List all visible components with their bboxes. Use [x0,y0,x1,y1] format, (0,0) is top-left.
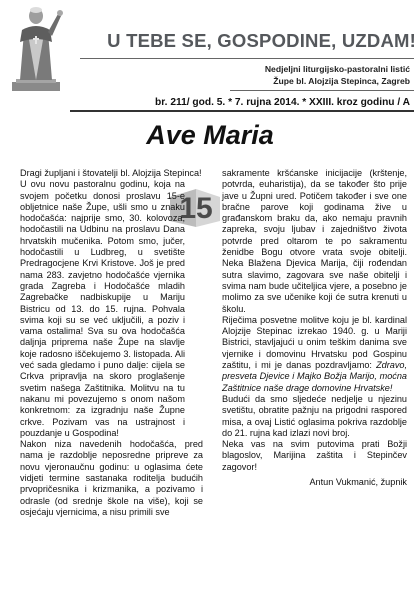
body-paragraph: U ovu novu pastoralnu godinu, koja na svojem početku donosi proslavu 15-e obljetnice naše Župe, ušli smo u znaku hodočašća: najprije smo, 30. kolovoza, hodočastili na Udbinu na proslavu Dana hrvatskih mučenika. Potom smo, jučer, hodočastili u Ludbreg, u svetište Predragocjene Krvi Kristove. Još je pred nama 283. zavjetno hodočašće vjernika grada Zagreba i Hodočašće mladih Zagrebačke nadbiskupije u Mariju Bistricu od 13. do 15. rujna. Pohvala svima koji su se već uključili, a poziv i vama ostalima! Sva su ova hodočašća daljnja priprema naše Župe na slavlje koje radosno iščekujemo 3. listopada. Ali već sada gledamo i puno dalje: cijela se Crkva pripravlja na skoro proglašenje svetim našega Zaštitnika. Molitvu na tu nakanu mi povezujemo s onom našom konkretnom: za izgradnju naše Župne crkve. Pozivam vas na ustrajnost i pouzdanje u Gospodina! [20,179,185,438]
prayer-intro: Riječima posvetne molitve koju je bl. kardinal Alojzije Stepinac izrekao 1940. g. u Mariji Bistrici, stavljajući u onim teškim danima sve vjernike i domovinu Hrvatsku pod Gospinu zaštitu, i mi je danas pozdravljamo: [222,314,407,371]
badge-number: 15 [179,192,213,225]
body-paragraph [222,315,407,394]
subtitle-divider [230,90,414,91]
subtitle-line-1: Nedjeljni liturgijsko-pastoralni listić [264,64,410,74]
body-paragraph: Budući da smo sljedeće nedjelje u njezinu svetištu, obratite pažnju na prigodni raspored misa, a ovaj Listić oglasima pokriva razdoblje do 21. rujna kad izlazi novi broj. [222,393,407,438]
newsletter-masthead: U TEBE SE, GOSPODINE, UZDAM! [107,30,416,51]
author-signature: Antun Vukmanić, župnik [309,477,407,488]
subtitle-line-2: Župe bl. Alojzija Stepinca, Zagreb [273,76,410,86]
issue-info: br. 211/ god. 5. * 7. rujna 2014. * XXIII. kroz godinu / A [155,97,410,108]
masthead-divider [80,58,414,59]
newsletter-subtitle [265,63,410,87]
pope-statue-image [6,2,68,92]
article-title: Ave Maria [146,120,274,150]
greeting-paragraph: Dragi župljani i štovatelji bl. Alojzija Stepinca! [20,168,202,178]
article-column-left [20,168,203,518]
issue-divider [70,110,414,112]
closing-paragraph: Neka vas na svim putovima prati Božji blagoslov, Marijina zaštita i Stepinčev zagovor! [222,439,407,472]
body-paragraph: Nakon niza navedenih hodočašća, pred nama je razdoblje neposredne pripreve za novu vjeronaučnu godinu: u oglasima ćete vidjeti termine sastanaka roditelja budućih prvopričesnika i krizmanika, a pozivamo i odrasle (od srednje škole na više), koji se osjećaju vjernicima, a nisu primili sve [20,439,203,517]
body-paragraph: sakramente kršćanske inicijacije (krštenje, potvrda, euharistija), da se također što prije jave u Župni ured. Potičem također i sve one bračne parove koji godinama žive u građanskom braku da, ako nemaju pravnih zapreka, svoju ljubav i zajedništvo života potvrde pred oltarom te po sakramentu ženidbe Bogu otvore vrata svoje obitelji. Neka Blažena Djevica Marija, čiji rođendan sutra slavimo, zagovara sve naše obitelji i svima nam bude učiteljica vjere, a posebno je molimo za sve učenike koji će sutra krenuti u školu. [222,168,407,314]
prayer-quote: Zdravo, presveta Djevice i Majko Božja Marijo, moćna Zaštitnice naše drage domovine Hrvatske! [222,360,407,393]
article-column-right [222,168,407,488]
